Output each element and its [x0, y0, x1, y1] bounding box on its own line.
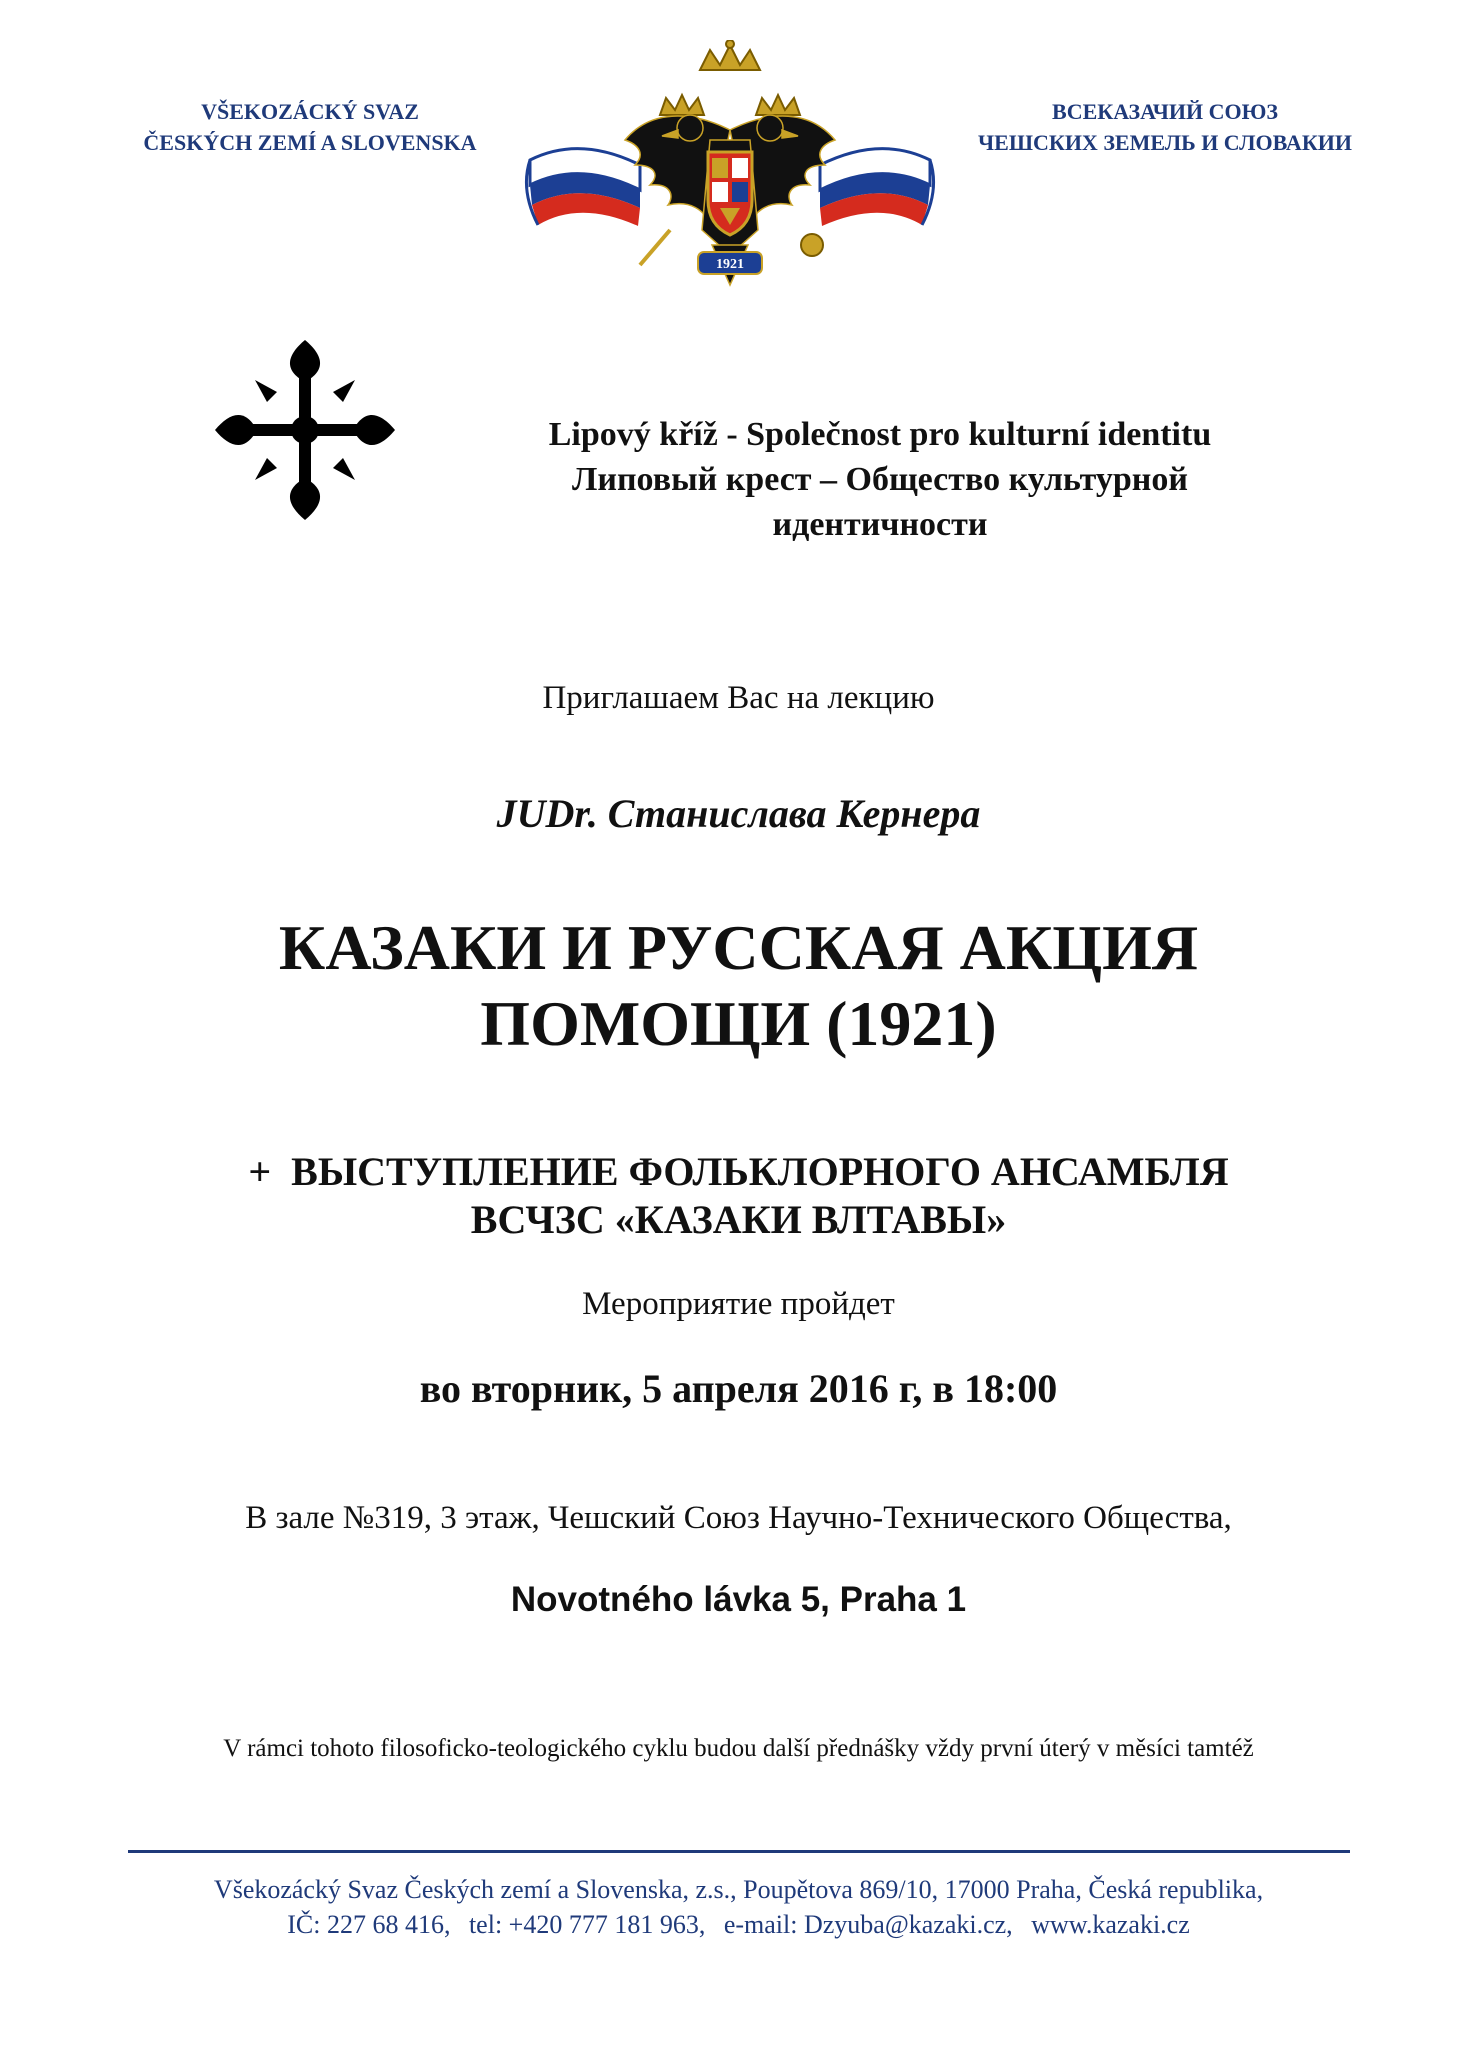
lecturer-name: JUDr. Станислава Кернера: [496, 791, 981, 836]
coat-of-arms-shield: [708, 152, 752, 235]
event-date: во вторник, 5 апреля 2016 г, в 18:00: [419, 1366, 1058, 1411]
ribbon-right: [820, 149, 934, 226]
sceptre-icon: [640, 230, 670, 265]
lecture-title-line: ПОМОЩИ (1921): [480, 988, 997, 1059]
footer: [0, 1872, 1477, 1942]
lecture-title-line: КАЗАКИ И РУССКАЯ АКЦИЯ: [278, 912, 1199, 983]
org-name-cyrillic-line: ЧЕШСКИХ ЗЕМЕЛЬ И СЛОВАКИИ: [978, 130, 1352, 155]
performance-announcement: [0, 1148, 1477, 1244]
invitation-text: Приглашаем Вас на лекцию: [542, 680, 935, 716]
org-name-latin-line: ČESKÝCH ZEMÍ A SLOVENSKA: [143, 130, 477, 155]
linden-cross-icon: [215, 340, 395, 520]
footer-ic: IČ: 227 68 416,: [287, 1910, 451, 1939]
double-eagle-emblem: [520, 40, 940, 300]
emblem-year: 1921: [716, 257, 744, 272]
performance-line: ВСЧЗС «КАЗАКИ ВЛТАВЫ»: [470, 1197, 1007, 1242]
orb-icon: [801, 234, 823, 256]
footer-divider: [128, 1850, 1350, 1853]
footer-website[interactable]: www.kazaki.cz: [1031, 1910, 1190, 1939]
org-name-cyrillic: [935, 96, 1395, 158]
cycle-note: V rámci tohoto filosoficko-teologického cyklu budou další přednášky vždy první úterý v měsíci tamtéž: [223, 1735, 1254, 1762]
footer-phone: tel: +420 777 181 963,: [468, 1910, 706, 1939]
society-name-line: идентичности: [772, 506, 988, 543]
crown-icon: [660, 40, 800, 115]
society-name-line: Липовый крест – Общество культурной: [572, 461, 1188, 498]
org-name-latin-line: VŠEKOZÁCKÝ SVAZ: [201, 99, 419, 124]
lecture-title: [0, 910, 1477, 1062]
society-name: [480, 412, 1280, 547]
event-intro: Мероприятие пройдет: [582, 1286, 895, 1322]
event-venue: В зале №319, 3 этаж, Чешский Союз Научно-Технического Общества,: [245, 1500, 1232, 1536]
performance-line: + ВЫСТУПЛЕНИЕ ФОЛЬКЛОРНОГО АНСАМБЛЯ: [248, 1149, 1229, 1194]
event-address: Novotného lávka 5, Praha 1: [510, 1580, 967, 1619]
footer-address: Všekozácký Svaz Českých zemí a Slovenska, z.s., Poupětova 869/10, 17000 Praha, Česká republika,: [213, 1875, 1264, 1904]
org-name-cyrillic-line: ВСЕКАЗАЧИЙ СОЮЗ: [1052, 99, 1278, 124]
ribbon-left: [526, 149, 640, 226]
footer-email[interactable]: e-mail: Dzyuba@kazaki.cz,: [723, 1910, 1013, 1939]
society-name-line: Lipový kříž - Společnost pro kulturní identitu: [548, 416, 1212, 453]
footer-contacts: [0, 1907, 1477, 1942]
org-name-latin: [110, 96, 510, 158]
